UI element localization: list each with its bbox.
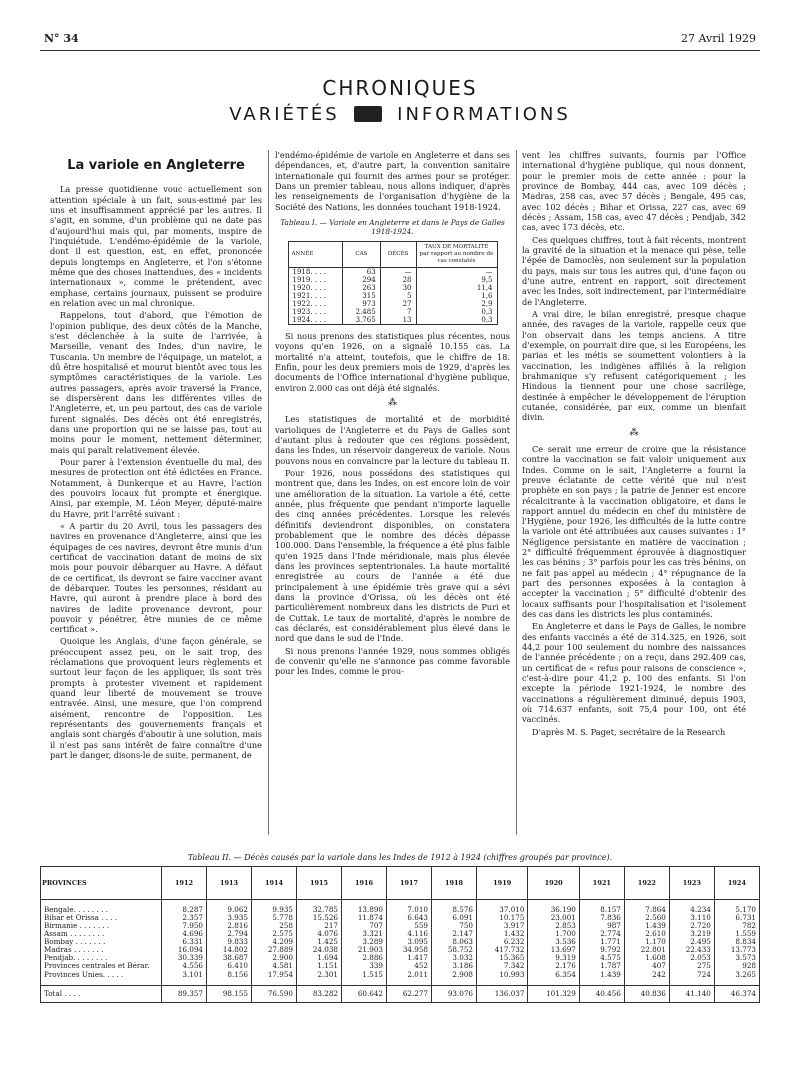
ornament-icon: [354, 106, 382, 122]
table2-total-cell: 41.140: [669, 985, 714, 1002]
table2-cell: 3.032: [432, 954, 477, 962]
table2-cell: 21.903: [342, 946, 387, 954]
table2-cell: 9.935: [252, 906, 297, 914]
table2-cell: 10.993: [477, 971, 528, 979]
table2-cell: 8.834: [714, 938, 759, 946]
paragraph: Rappelons, tout d'abord, que l'émotion de l'opinion publique, des deux côtés de la Manche, s'est déclenchée à la suite de l'arrivée, à Marseille, venant des Indes, d'un navire, le Tuscania. Un membre de l'équipage, un matelot, a dû être hospitalisé et mourut bientôt avec tous les symptômes caractéristiques de la variole. Les autres passagers, après avoir traversé la France, se dispersèrent dans les différentes villes de l'Angleterre, et, un peu partout, des cas de variole furent signalés. Des décès ont été enregistrés, dans une proportion qui ne se laisse pas, tout au moins pour le moment, nettement déterminer, mais qui paraît relativement élevée.: [50, 310, 262, 455]
table2-cell: 8.576: [432, 906, 477, 914]
table2-cell: 1.771: [579, 938, 624, 946]
table2-cell: 4.696: [162, 930, 207, 938]
table1-cell: 2,9: [416, 300, 497, 308]
table2-cell: 928: [714, 962, 759, 970]
table2-cell: 3.321: [342, 930, 387, 938]
table2-cell: 4.209: [252, 938, 297, 946]
table2-cell: 6.731: [714, 914, 759, 922]
table2-cell: 7.010: [387, 906, 432, 914]
table2-cell: 2.853: [528, 922, 579, 930]
table2-cell: 3.265: [714, 971, 759, 979]
table2-cell: 9.792: [579, 946, 624, 954]
table2-cell: 2.147: [432, 930, 477, 938]
table2-cell: 2.886: [342, 954, 387, 962]
table1-cell: 3.765: [343, 316, 380, 325]
table2-total-cell: Total . . . .: [41, 985, 162, 1002]
table2-cell: 6.331: [162, 938, 207, 946]
table2-cell: 27.889: [252, 946, 297, 954]
table2-total-cell: 101.329: [528, 985, 579, 1002]
table1-row: [288, 284, 497, 292]
table2-cell: 13.890: [342, 906, 387, 914]
table2-cell: 3.935: [207, 914, 252, 922]
table2-cell: 2.794: [207, 930, 252, 938]
table1-cell: 1920. . . .: [292, 283, 326, 292]
table2-cell: 7.342: [477, 962, 528, 970]
table1-cell: 973: [343, 300, 380, 308]
table2-header: PROVINCES: [41, 867, 162, 900]
table2-cell: 22.433: [669, 946, 714, 954]
column-3: [522, 150, 746, 739]
table2-cell: 2.816: [207, 922, 252, 930]
table1-cell: 11,4: [416, 284, 497, 292]
table2-header: 1917: [387, 867, 432, 900]
table2-cell: 16.094: [162, 946, 207, 954]
column-divider: [516, 150, 517, 835]
table2-header: 1921: [579, 867, 624, 900]
paragraph: « A partir du 20 Avril, tous les passagers des navires en provenance d'Angleterre, ainsi que les équipages de ces navires, devront être munis d'un certificat de vaccination datant de moins de six mois pour pouvoir débarquer au Havre. A défaut de ce certificat, ils devront se faire vacciner avant de débarquer. Toutes les personnes, résidant au Havre, qui auront à prendre place à bord des navires de ladite provenance devront, pour pouvoir y pénétrer, être munies de ce même certificat ».: [50, 520, 262, 635]
table2-cell: 15.526: [297, 914, 342, 922]
table2-cell: Madras . . . . . . .: [44, 945, 104, 955]
table2-cell: 9.062: [207, 906, 252, 914]
table2-cell: 6.643: [387, 914, 432, 922]
table1-cell: 2.485: [343, 308, 380, 316]
paragraph: En Angleterre et dans le Pays de Galles, le nombre des enfants vaccinés a été de 314.325, en 1926, soit 44,2 pour 100 seulement du nombre des naissances de l'année précédente ; on a reçu, dans 292.409 cas, un certificat de « refus pour raisons de conscience », c'est-à-dire pour 41,2 p. 100 des enfants. Si l'on excepte la période 1921-1924, le nombre des vaccinations a régulièrement diminué, depuis 1903, où 714.637 enfants, soit 75,4 pour 100, ont été vaccinés.: [522, 621, 746, 725]
table2-cell: 1.432: [477, 930, 528, 938]
table2-cell: 407: [624, 962, 669, 970]
table2-cell: 15.365: [477, 954, 528, 962]
table2-header: 1920: [528, 867, 579, 900]
paragraph: Si nous prenons des statistiques plus récentes, nous voyons qu'en 1926, on a signalé 10.155 cas. La mortalité n'a atteint, toutefois, que le chiffre de 18. Enfin, pour les deux premiers mois de 1929, d'après les documents de l'Office international d'hygiène publique, environ 2.000 cas ont déjà été signalés.: [275, 331, 510, 393]
table2-total-cell: 60.642: [342, 985, 387, 1002]
table2-header: 1916: [342, 867, 387, 900]
table2-cell: 2.495: [669, 938, 714, 946]
table2-cell: 2.176: [528, 962, 579, 970]
table2-cell: 3.110: [669, 914, 714, 922]
table2-total-cell: 46.374: [714, 985, 759, 1002]
section-title-informations: INFORMATIONS: [397, 104, 571, 125]
paragraph: D'après M. S. Paget, secrétaire de la Research: [532, 726, 726, 737]
table2-total-cell: 40.456: [579, 985, 624, 1002]
table2-cell: 1.417: [387, 954, 432, 962]
table1-cell: 315: [343, 292, 380, 300]
table1-cell: 1918. . . .: [292, 267, 326, 276]
table2-header: 1924: [714, 867, 759, 900]
table1-row: [288, 308, 497, 316]
table2-cell: Birmanie . . . . . . .: [44, 921, 110, 931]
table2-header: 1919: [477, 867, 528, 900]
table2-cell: 2.011: [387, 971, 432, 979]
table1-row: [288, 267, 497, 276]
table2-total-cell: 83.282: [297, 985, 342, 1002]
table2-header: 1912: [162, 867, 207, 900]
table2-cell: 5.170: [714, 906, 759, 914]
table2-cell: Bengale. . . . . . . .: [44, 905, 108, 914]
table1-cell: 5: [380, 292, 416, 300]
table1-row: [288, 276, 497, 284]
table1: [288, 241, 498, 325]
table2-cell: 4.575: [579, 954, 624, 962]
table1-cell: 7: [380, 308, 416, 316]
table2-cell: 6.091: [432, 914, 477, 922]
table2-cell: 6.354: [528, 971, 579, 979]
table1-cell: 0,3: [416, 308, 497, 316]
table2-total-cell: 89.357: [162, 985, 207, 1002]
table1-caption: Tableau I. — Variole en Angleterre et dans le Pays de Galles 1918-1924.: [280, 217, 505, 237]
table2-header: 1923: [669, 867, 714, 900]
table2-total-cell: 76.590: [252, 985, 297, 1002]
stars-separator: ⁂: [388, 398, 397, 409]
table2-cell: 1.151: [297, 962, 342, 970]
table2-cell: 724: [669, 971, 714, 979]
table2-cell: 1.439: [579, 971, 624, 979]
table2-cell: Provinces centrales et Bérar.: [44, 961, 150, 971]
section-title-chroniques: CHRONIQUES: [322, 76, 478, 100]
table2-cell: 1.559: [714, 930, 759, 938]
table2-cell: 38.687: [207, 954, 252, 962]
paragraph: l'endémo-épidémie de variole en Angleterre et dans ses dépendances, et, d'autre part, la convention sanitaire internationale qui fournit des armes pour se protéger. Dans un premier tableau, nous allons indiquer, d'après les renseignements de l'organisation d'hygiène de la Société des Nations, les données touchant 1918-1924.: [275, 150, 510, 212]
table2-cell: 11.874: [342, 914, 387, 922]
table2-cell: 1.787: [579, 962, 624, 970]
table2-cell: Bihar et Orissa . . . .: [44, 913, 118, 923]
table2-cell: 10.175: [477, 914, 528, 922]
table2-cell: 30.339: [162, 954, 207, 962]
section-title-varietes: VARIÉTÉS: [229, 104, 340, 125]
table2-header: 1914: [252, 867, 297, 900]
table2-cell: 2.720: [669, 922, 714, 930]
column-2: [275, 150, 510, 679]
table2-cell: 6.410: [207, 962, 252, 970]
table2-total-cell: 93.076: [432, 985, 477, 1002]
table2-cell: 14.802: [207, 946, 252, 954]
column-1: [50, 150, 262, 762]
table2-total-cell: 136.037: [477, 985, 528, 1002]
paragraph: La presse quotidienne vouc actuellement son attention spéciale à un fait, sous-estimé par les uns et insuffisamment apprécié par les autres. Il s'agit, en somme, d'un problème qui ne date pas d'aujourd'hui mais qui, par moments, inspire de l'inquiétude. L'endémo-épidémie de la variole, dont il est question, est, en effet, prononcée depuis longtemps en Angleterre, et l'on s'étonne même que des choses inattendues, des « incidents internationaux », comme le prétendent, avec emphase, certains journaux, puissent se produire en relation avec un mal chronique.: [50, 184, 262, 308]
table2-cell: 217: [297, 922, 342, 930]
table2-cell: 2.774: [579, 930, 624, 938]
table1-cell: 63: [343, 267, 380, 276]
table1-cell: 1924. . . .: [292, 316, 326, 325]
table2-cell: 3.101: [162, 971, 207, 979]
table2-cell: 4.116: [387, 930, 432, 938]
table2-cell: 242: [624, 971, 669, 979]
table2-cell: 4.556: [162, 962, 207, 970]
table1-cell: 1,6: [416, 292, 497, 300]
table2: [40, 866, 760, 1003]
table2-cell: 17.954: [252, 971, 297, 979]
header-date: 27 Avril 1929: [681, 32, 756, 45]
table1-cell: 27: [380, 300, 416, 308]
table2-cell: 23.001: [528, 914, 579, 922]
table2-cell: 1.608: [624, 954, 669, 962]
table2-cell: 32.785: [297, 906, 342, 914]
table2-cell: 559: [387, 922, 432, 930]
table2-cell: Assam . . . . . . . .: [44, 929, 105, 939]
table1-cell: 1922. . . .: [292, 299, 326, 308]
table2-cell: 2.560: [624, 914, 669, 922]
table2-cell: 7.864: [624, 906, 669, 914]
table2-total-cell: 98.155: [207, 985, 252, 1002]
table2-header: 1922: [624, 867, 669, 900]
table2-cell: 8.287: [162, 906, 207, 914]
table2-cell: 1.170: [624, 938, 669, 946]
paragraph: A vrai dire, le bilan enregistré, presque chaque année, des ravages de la variole, rappelle ceux que l'on observait dans les temps anciens. A titre d'exemple, on pourrait dire que, si les Européens, les parias et les métis se soumettent volontiers à la vaccination, les indigènes affiliés à la religion brahmanique s'y refusent catégoriquement ; les Hindous la tiennent pour une chose sacrilège, destinée à empêcher le développement de l'éruption cutanée, considérée, par eux, comme un bienfait divin.: [522, 308, 746, 423]
table2-cell: 4.234: [669, 906, 714, 914]
table2-total-row: [41, 985, 760, 1002]
table2-cell: 2.575: [252, 930, 297, 938]
table1-cell: 9,5: [416, 276, 497, 284]
table1-cell: —: [380, 267, 416, 276]
table2-cell: 3.917: [477, 922, 528, 930]
table2-header: 1915: [297, 867, 342, 900]
table2-cell: 24.038: [297, 946, 342, 954]
table2-cell: 7.836: [579, 914, 624, 922]
table1-row: [288, 292, 497, 300]
table2-cell: 750: [432, 922, 477, 930]
table2-cell: 3.186: [432, 962, 477, 970]
table1-header: ANNÉE: [288, 241, 343, 267]
table1-cell: 1919. . . .: [292, 275, 326, 284]
table2-cell: 3.219: [669, 930, 714, 938]
table2-cell: 3.536: [528, 938, 579, 946]
table2-cell: 6.232: [477, 938, 528, 946]
table2-cell: Pendjab. . . . . . . .: [44, 953, 108, 963]
table2-cell: 4.076: [297, 930, 342, 938]
table1-header: TAUX DE MORTALITÉ par rapport au nombre de cas constatés: [416, 241, 497, 267]
table2-cell: 1.425: [297, 938, 342, 946]
table2-header: 1913: [207, 867, 252, 900]
table2-cell: 2.301: [297, 971, 342, 979]
column-divider: [268, 150, 269, 835]
table2-cell: 3.289: [342, 938, 387, 946]
table2-cell: 987: [579, 922, 624, 930]
table1-cell: 30: [380, 284, 416, 292]
table2-cell: 417.732: [477, 946, 528, 954]
table1-header: DÉCÈS: [380, 241, 416, 267]
table2-cell: 2.357: [162, 914, 207, 922]
table2-total-cell: 62.277: [387, 985, 432, 1002]
table2-cell: 9.319: [528, 954, 579, 962]
table2-cell: 58.752: [432, 946, 477, 954]
table2-cell: 5.778: [252, 914, 297, 922]
table1-cell: 28: [380, 276, 416, 284]
table2-cell: 7.950: [162, 922, 207, 930]
table2-cell: 3.573: [714, 954, 759, 962]
table1-row: [288, 300, 497, 308]
table2-cell: 13.697: [528, 946, 579, 954]
paragraph: Les statistiques de mortalité et de morbidité varioliques de l'Angleterre et du Pays de Galles sont d'autant plus à redouter que ces régions possèdent, dans les Indes, un réservoir dangereux de variole. Nous pouvons nous en convaincre par la lecture du tableau II.: [275, 414, 510, 466]
table1-cell: 294: [343, 276, 380, 284]
table2-cell: 8.063: [432, 938, 477, 946]
table2-cell: 9.833: [207, 938, 252, 946]
table1-cell: 0,3: [416, 316, 497, 325]
table2-header: 1918: [432, 867, 477, 900]
paragraph: Si nous prenons l'année 1929, nous sommes obligés de convenir qu'elle ne s'annonce pas comme favorable pour les Indes, comme le prou-: [275, 645, 510, 677]
table2-cell: 34.958: [387, 946, 432, 954]
table2-cell: 258: [252, 922, 297, 930]
table2-cell: 4.581: [252, 962, 297, 970]
section-title-row: [0, 104, 800, 125]
table1-cell: 263: [343, 284, 380, 292]
header-rule: [40, 50, 760, 51]
table2-cell: 13.773: [714, 946, 759, 954]
table2-cell: 22.801: [624, 946, 669, 954]
table2-cell: 1.700: [528, 930, 579, 938]
header-number: N° 34: [44, 32, 79, 45]
table2-cell: 2.908: [432, 971, 477, 979]
table2-cell: 1.439: [624, 922, 669, 930]
table1-cell: —: [416, 267, 497, 276]
table2-cell: 1.515: [342, 971, 387, 979]
paragraph: vent les chiffres suivants, fournis par l'Office international d'hygiène publique, qui nous donnent, pour le premier mois de cette année : pour la province de Bombay, 444 cas, avec 109 décès ; Madras, 258 cas, avec 57 décès ; Bengale, 495 cas, avec 102 décès ; Bihar et Orissa, 227 cas, avec 69 décès ; Assam, 158 cas, avec 47 décès ; Pendjab, 342 cas, avec 173 décès, etc.: [522, 150, 746, 233]
table1-header: CAS: [343, 241, 380, 267]
table2-caption: Tableau II. — Décès causés par la variole dans les Indes de 1912 à 1924 (chiffres groupés par province).: [187, 853, 613, 862]
table2-cell: 339: [342, 962, 387, 970]
table2-cell: 2.900: [252, 954, 297, 962]
table2-cell: Bombay . . . . . . .: [44, 937, 106, 947]
table2-cell: Provinces Unies. . . . .: [44, 969, 124, 979]
article-title: La variole en Angleterre: [67, 158, 245, 173]
table1-cell: 13: [380, 316, 416, 325]
paragraph: Pour parer à l'extension éventuelle du mal, des mesures de protection ont été édictées en France. Notamment, à Dunkerque et au Havre, l'action des pouvoirs locaux fut prompte et énergique. Ainsi, par exemple, M. Léon Meyer, député-maire du Havre, prit l'arrêté suivant :: [50, 456, 262, 519]
paragraph: Pour 1926, nous possédons des statistiques qui montrent que, dans les Indes, on est encore loin de voir une amélioration de la situation. La variole a été, cette année, plus fréquente que pendant n'importe laquelle des cinq années précédentes. Lorsque les relevés définitifs deviendront disponibles, on constatera probablement que le nombre des décès dépasse 100.000. Dans l'ensemble, la fréquence a été plus faible qu'en 1925 dans l'Inde méridionale, mais plus élevée dans les provinces septentrionales. La haute mortalité enregistrée au cours de l'année a été due principalement à une épidémie très grave qui a sévi dans la province d'Orissa, où les décès ont été particulièrement nombreux dans les districts de Puri et de Cuttak. Le taux de mortalité, d'après le nombre de cas déclarés, est considérablement plus élevé dans le nord que dans le sud de l'Inde.: [275, 468, 510, 644]
table1-cell: 1923. . . .: [292, 308, 326, 316]
table2-cell: 3.095: [387, 938, 432, 946]
table1-cell: 1921. . . .: [292, 291, 326, 300]
table2-cell: 8.157: [579, 906, 624, 914]
table2-total-cell: 40.836: [624, 985, 669, 1002]
table2-cell: 2.610: [624, 930, 669, 938]
paragraph: Ce serait une erreur de croire que la résistance contre la vaccination se fait valoir uniquement aux Indes. Comme on le sait, l'Angleterre a fourni la preuve éclatante de cette vérité que nul n'est prophète en son pays ; la patrie de Jenner est encore récalcitrante à la vaccination obligatoire, et dans le rapport annuel du médecin en chef du ministère de l'Hygiène, pour 1926, les difficultés de la lutte contre la variole ont été attribuées aux causes suivantes : 1° Négligence persistante en matière de vaccination ; 2° difficulté fréquemment éprouvée à diagnostiquer les cas bénins ; 3° parfois pour les cas très bénins, on ne fait pas appel au médecin ; 4° répugnance de la part des personnes exposées à la contagion à accepter la vaccination ; 5° difficulté d'obtenir des locaux suffisants pour l'hospitalisation et l'isolement des cas dans les districts les plus contaminés.: [522, 443, 746, 620]
paragraph: Quoique les Anglais, d'une façon générale, se préoccupent assez peu, on le sait trop, des réclamations que provoquent leurs règlements et surtout leur façon de les appliquer, ils sont très prompts à protester vivement et rapidement quand leur liberté de mouvement se trouve entravée. Ainsi, une mesure, que l'on comprend aisément, rencontre de l'opposition. Les représentants des gouvernements français et anglais sont chargés d'aboutir à une solution, mais il n'est pas sans intérêt de faire connaître d'une part le danger, disons-le de suite, permanent, de: [50, 636, 262, 761]
table2-cell: 782: [714, 922, 759, 930]
table2-cell: 37.010: [477, 906, 528, 914]
table2-cell: 2.053: [669, 954, 714, 962]
table2-cell: 8.156: [207, 971, 252, 979]
table1-row: [288, 316, 497, 325]
paragraph: Ces quelques chiffres, tout à fait récents, montrent la gravité de la situation et la menace qui pèse, telle l'épée de Damoclès, non seulement sur la population du pays, mais sur tous les autres qui, d'une façon ou d'une autre, entrent en rapport, soit directement avec les Indes, soit indirectement, par l'intermédiaire de l'Angleterre.: [522, 234, 746, 307]
table2-cell: 275: [669, 962, 714, 970]
table2-cell: 452: [387, 962, 432, 970]
stars-separator: ⁂: [629, 427, 639, 438]
table2-cell: 1.694: [297, 954, 342, 962]
table2-row: [41, 971, 760, 979]
table2-cell: 707: [342, 922, 387, 930]
table2-cell: 36.190: [528, 906, 579, 914]
